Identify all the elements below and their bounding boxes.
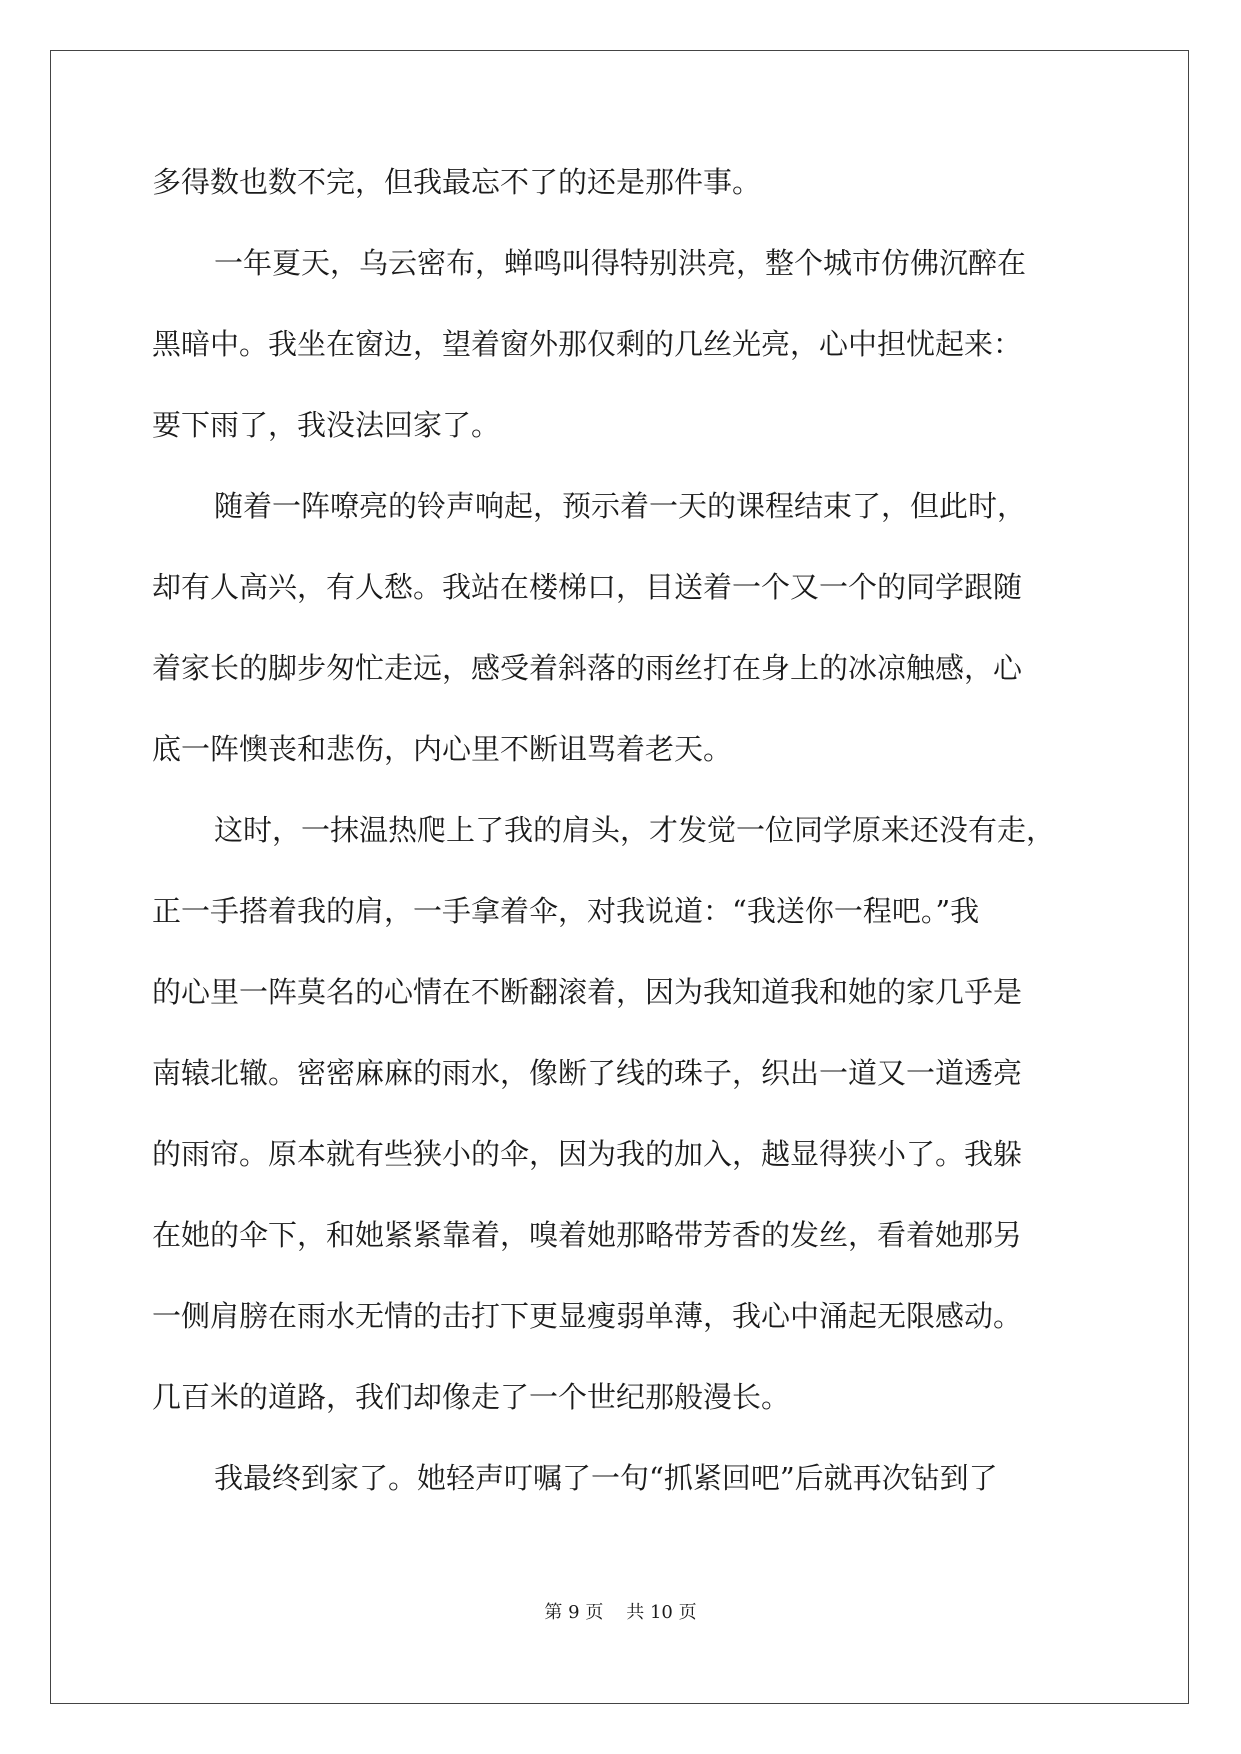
text-line: 的心里一阵莫名的心情在不断翻滚着，因为我知道我和她的家几乎是 [152, 975, 1023, 1009]
text-line: 正一手搭着我的肩，一手拿着伞，对我说道：“我送你一程吧。”我 [152, 894, 980, 928]
text-line: 在她的伞下，和她紧紧靠着，嗅着她那略带芳香的发丝，看着她那另 [152, 1218, 1023, 1252]
document-body [152, 162, 1092, 1539]
text-line: 要下雨了，我没法回家了。 [152, 408, 501, 442]
text-line: 的雨帘。原本就有些狭小的伞，因为我的加入，越显得狭小了。我躲 [152, 1137, 1023, 1171]
text-line: 黑暗中。我坐在窗边，望着窗外那仅剩的几丝光亮，心中担忧起来： [152, 327, 1023, 361]
text-line: 南辕北辙。密密麻麻的雨水，像断了线的珠子，织出一道又一道透亮 [152, 1056, 1023, 1090]
paragraph-start-line: 随着一阵嘹亮的铃声响起，预示着一天的课程结束了，但此时， [214, 489, 1027, 523]
text-line: 却有人高兴，有人愁。我站在楼梯口，目送着一个又一个的同学跟随 [152, 570, 1023, 604]
paragraph-start-line: 一年夏天，乌云密布，蝉鸣叫得特别洪亮，整个城市仿佛沉醉在 [214, 246, 1027, 280]
text-line: 几百米的道路，我们却像走了一个世纪那般漫长。 [152, 1380, 791, 1414]
text-line: 着家长的脚步匆忙走远，感受着斜落的雨丝打在身上的冰凉触感，心 [152, 651, 1023, 685]
text-line: 一侧肩膀在雨水无情的击打下更显瘦弱单薄，我心中涌起无限感动。 [152, 1299, 1023, 1333]
page-footer [0, 1598, 1241, 1624]
paragraph-start-line: 这时，一抹温热爬上了我的肩头，才发觉一位同学原来还没有走， [214, 813, 1056, 847]
page-total: 共 10 页 [626, 1602, 697, 1623]
text-line: 底一阵懊丧和悲伤，内心里不断诅骂着老天。 [152, 732, 733, 766]
page-number: 第 9 页 [544, 1602, 604, 1623]
text-line: 多得数也数不完，但我最忘不了的还是那件事。 [152, 165, 762, 199]
paragraph-start-line: 我最终到家了。她轻声叮嘱了一句“抓紧回吧”后就再次钻到了 [214, 1461, 998, 1495]
